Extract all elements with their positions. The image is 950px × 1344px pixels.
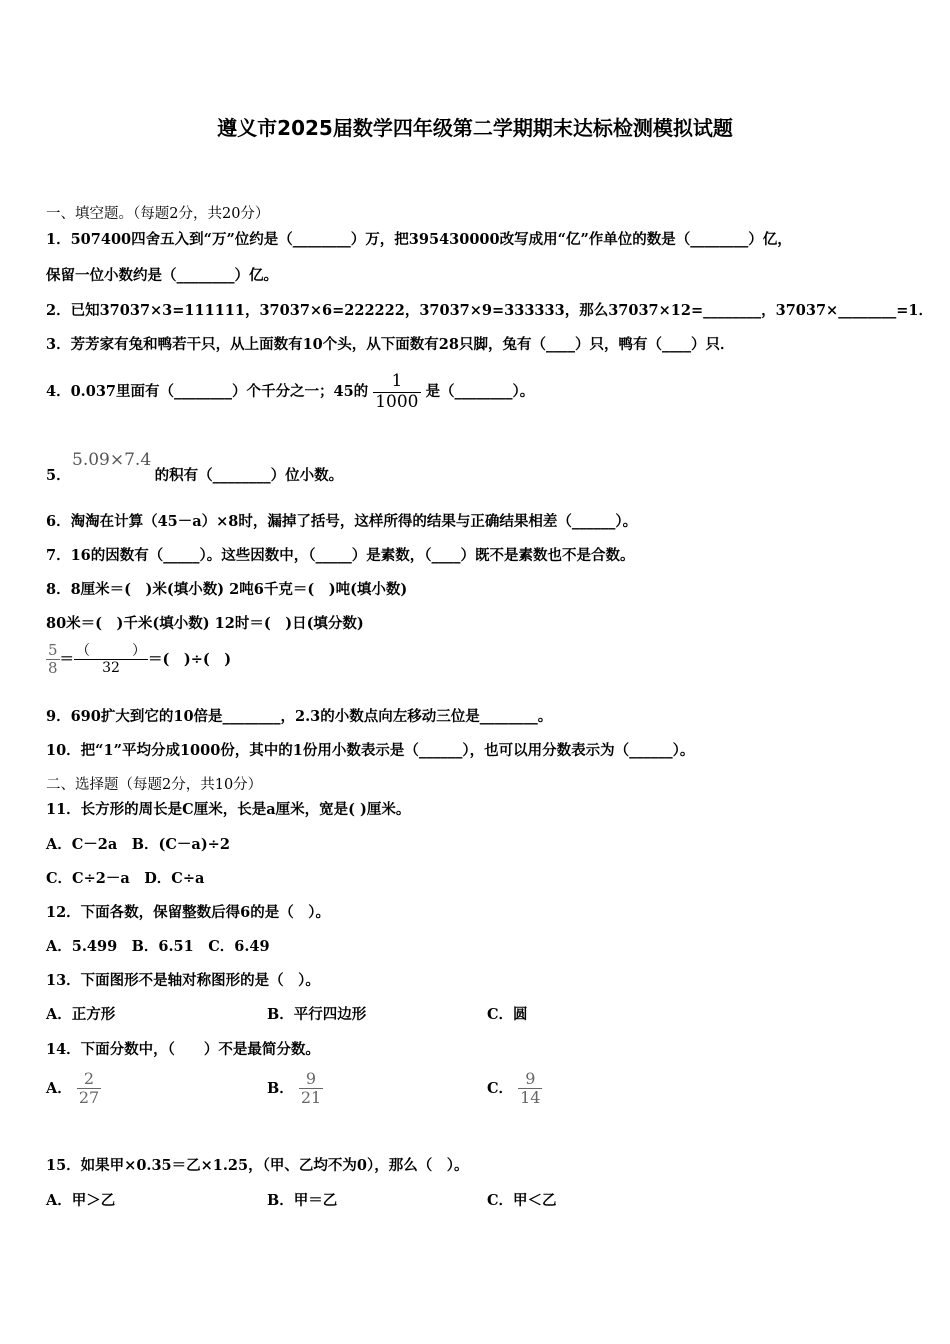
question-14-option-b bbox=[267, 1070, 323, 1108]
question-4 bbox=[46, 372, 534, 412]
section-choice-heading: 二、选择题（每题2分，共10分） bbox=[46, 777, 263, 793]
question-13-option-c: C．圆 bbox=[487, 1006, 528, 1023]
question-11-options-cd: C．C÷2－a D．C÷a bbox=[46, 870, 205, 887]
question-1-line-1: 1．507400四舍五入到“万”位约是（________）万，把395430000改写成用“亿”作单位的数是（________）亿， bbox=[46, 231, 792, 248]
fraction-denominator: 8 bbox=[48, 659, 58, 678]
option-label: B． bbox=[267, 1079, 294, 1097]
question-1-line-2: 保留一位小数约是（________）亿。 bbox=[46, 267, 278, 284]
question-4-text-before: 4．0.037里面有（________）个千分之一；45的 bbox=[46, 383, 369, 401]
question-15-option-b: B．甲＝乙 bbox=[267, 1192, 338, 1209]
question-11: 11．长方形的周长是C厘米，长是a厘米，宽是( )厘米。 bbox=[46, 801, 411, 818]
question-11-options-ab: A．C－2a B．(C－a)÷2 bbox=[46, 836, 230, 853]
option-label: A． bbox=[46, 1079, 72, 1097]
fraction-denominator: 1000 bbox=[375, 391, 419, 412]
page-title: 遵义市2025届数学四年级第二学期期末达标检测模拟试题 bbox=[217, 116, 733, 140]
question-15: 15．如果甲×0.35＝乙×1.25，（甲、乙均不为0），那么（ ）。 bbox=[46, 1157, 469, 1174]
question-5-expression: 5.09×7.4 bbox=[72, 450, 152, 470]
fraction-numerator: 2 bbox=[83, 1069, 95, 1088]
question-8-line-3 bbox=[46, 642, 231, 678]
fraction-numerator: 5 bbox=[48, 641, 58, 659]
question-14: 14．下面分数中，（ ）不是最简分数。 bbox=[46, 1041, 320, 1058]
question-10: 10．把“1”平均分成1000份，其中的1份用小数表示是（______），也可以用分数表示为（______）。 bbox=[46, 742, 695, 759]
fraction-1-over-1000 bbox=[373, 372, 420, 412]
fraction-numerator: 1 bbox=[391, 371, 403, 391]
fraction-9-over-21 bbox=[299, 1070, 323, 1108]
question-15-option-c: C．甲＜乙 bbox=[487, 1192, 557, 1209]
option-label: C． bbox=[487, 1079, 514, 1097]
question-14-option-c bbox=[487, 1070, 542, 1108]
question-6: 6．淘淘在计算（45－a）×8时，漏掉了括号，这样所得的结果与正确结果相差（______）。 bbox=[46, 513, 638, 530]
question-15-option-a: A．甲＞乙 bbox=[46, 1192, 116, 1209]
question-5 bbox=[46, 464, 343, 485]
question-8-line-2: 80米＝( )千米(填小数) 12时＝( )日(填分数) bbox=[46, 615, 364, 632]
question-7: 7．16的因数有（_____）。这些因数中，（_____）是素数，（____）既不是素数也不是合数。 bbox=[46, 547, 635, 564]
fraction-numerator: 9 bbox=[525, 1069, 536, 1088]
fraction-numerator: （ ） bbox=[76, 643, 147, 660]
question-2: 2．已知37037×3=111111，37037×6=222222，37037×9=333333，那么37037×12=________，37037×________=1． bbox=[46, 302, 933, 319]
question-13: 13．下面图形不是轴对称图形的是（ ）。 bbox=[46, 972, 320, 989]
question-4-text-after: 是（________）。 bbox=[425, 383, 535, 401]
fraction-2-over-27 bbox=[77, 1070, 101, 1108]
question-8-tail: ＝( )÷( ) bbox=[148, 650, 232, 668]
question-5-number: 5． bbox=[46, 467, 71, 484]
question-12: 12．下面各数，保留整数后得6的是（ ）。 bbox=[46, 904, 331, 921]
section-fill-heading: 一、填空题。（每题2分，共20分） bbox=[46, 206, 270, 222]
question-5-text: 的积有（________）位小数。 bbox=[154, 467, 344, 484]
fraction-5-over-8 bbox=[46, 642, 60, 678]
question-9: 9．690扩大到它的10倍是________，2.3的小数点向左移动三位是________。 bbox=[46, 708, 553, 725]
question-13-option-a: A．正方形 bbox=[46, 1006, 116, 1023]
question-13-option-b: B．平行四边形 bbox=[267, 1006, 367, 1023]
fraction-denominator: 21 bbox=[300, 1088, 322, 1108]
fraction-denominator: 32 bbox=[74, 659, 148, 676]
fraction-denominator: 14 bbox=[520, 1088, 541, 1108]
fraction-denominator: 27 bbox=[78, 1088, 100, 1108]
fraction-numerator: 9 bbox=[305, 1069, 317, 1088]
fraction-blank-over-32 bbox=[74, 643, 148, 676]
fraction-9-over-14 bbox=[518, 1070, 542, 1108]
equals-sign: ＝ bbox=[59, 650, 75, 668]
question-12-options: A．5.499 B．6.51 C．6.49 bbox=[46, 938, 270, 955]
question-8-line-1: 8．8厘米＝( )米(填小数) 2吨6千克＝( )吨(填小数) bbox=[46, 581, 408, 598]
question-14-option-a bbox=[46, 1070, 101, 1108]
question-3: 3．芳芳家有兔和鸭若干只，从上面数有10个头，从下面数有28只脚，兔有（____）只，鸭有（____）只． bbox=[46, 336, 735, 353]
